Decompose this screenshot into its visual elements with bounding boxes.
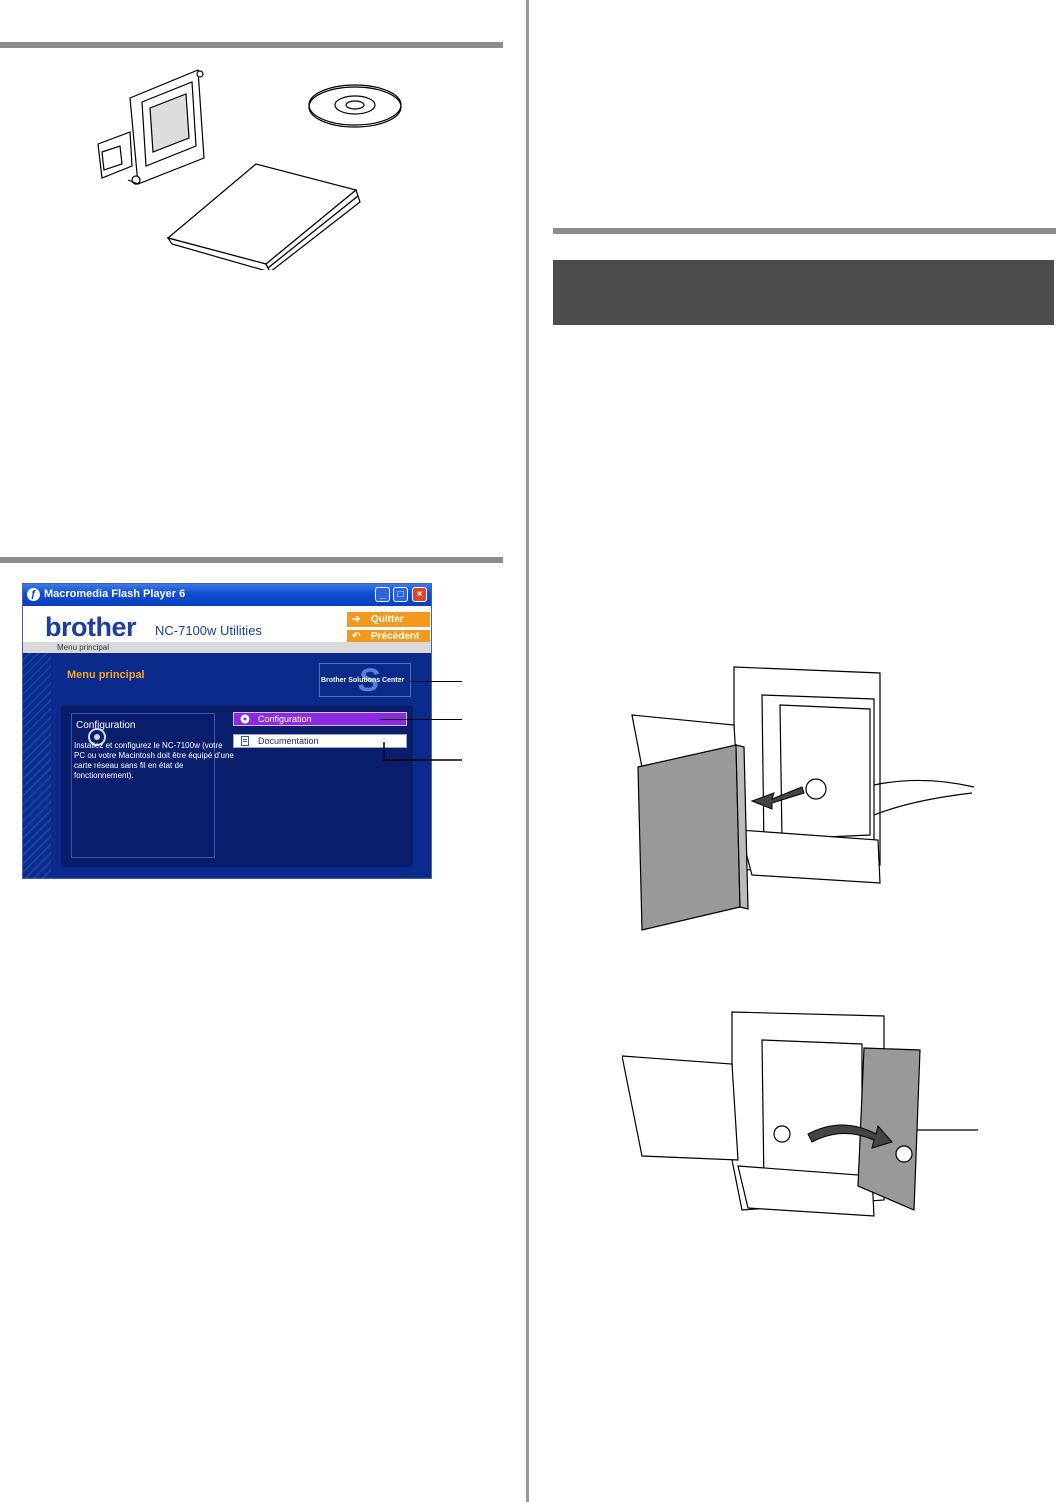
printer-cover-opening-illustration	[622, 1010, 982, 1220]
back-arrow-icon: ↶	[352, 631, 361, 642]
panel-description: Installez et configurez le NC-7100w (votre PC ou votre Macintosh doit être équipé d'une carte réseau sans fil en état de fonctionnement).	[74, 741, 234, 780]
section-banner	[553, 260, 1054, 325]
cd-icon	[240, 714, 250, 724]
booklet-icon	[168, 164, 360, 270]
solutions-center-label: Brother Solutions Center	[321, 677, 405, 684]
description-box	[71, 713, 215, 858]
section-rule-top-left	[0, 42, 503, 48]
section-rule-top-right	[553, 228, 1056, 234]
callout-line-3	[378, 742, 464, 766]
solutions-center-link[interactable]	[319, 663, 411, 697]
brother-logo: brother	[45, 612, 136, 642]
documentation-button-label: Documentation	[258, 736, 319, 746]
opened-cover	[858, 1048, 920, 1210]
panel-heading: Configuration	[76, 720, 136, 731]
decorative-stripe	[23, 653, 51, 879]
configuration-button-label: Configuration	[258, 714, 312, 724]
minimize-button[interactable]: _	[375, 587, 390, 602]
quit-button-label: Quitter	[371, 614, 404, 625]
solutions-s-icon: S	[358, 662, 380, 698]
wireless-card-icon	[98, 70, 204, 184]
callout-line-1	[408, 681, 462, 682]
close-button[interactable]: ×	[412, 587, 427, 602]
menu-title: Menu principal	[67, 669, 145, 681]
package-contents-illustration	[80, 60, 420, 270]
callout-line-2	[380, 719, 462, 720]
cd-rom-icon	[309, 85, 401, 127]
column-divider	[526, 0, 529, 1502]
document-icon	[240, 736, 250, 746]
section-rule-mid-left	[0, 557, 503, 563]
flash-player-window	[22, 583, 432, 879]
quit-button[interactable]	[347, 612, 430, 627]
product-name: NC-7100w Utilities	[155, 623, 262, 638]
maximize-button[interactable]: □	[393, 587, 408, 602]
side-cover	[638, 745, 748, 930]
printer-cover-removal-illustration	[612, 665, 982, 935]
back-button-label: Précédent	[371, 631, 420, 642]
window-title: Macromedia Flash Player 6	[44, 588, 186, 600]
flash-app-icon: ƒ	[27, 588, 40, 601]
breadcrumb: Menu principal	[23, 642, 431, 653]
window-titlebar	[23, 584, 431, 606]
exit-icon: ➔	[352, 614, 361, 625]
